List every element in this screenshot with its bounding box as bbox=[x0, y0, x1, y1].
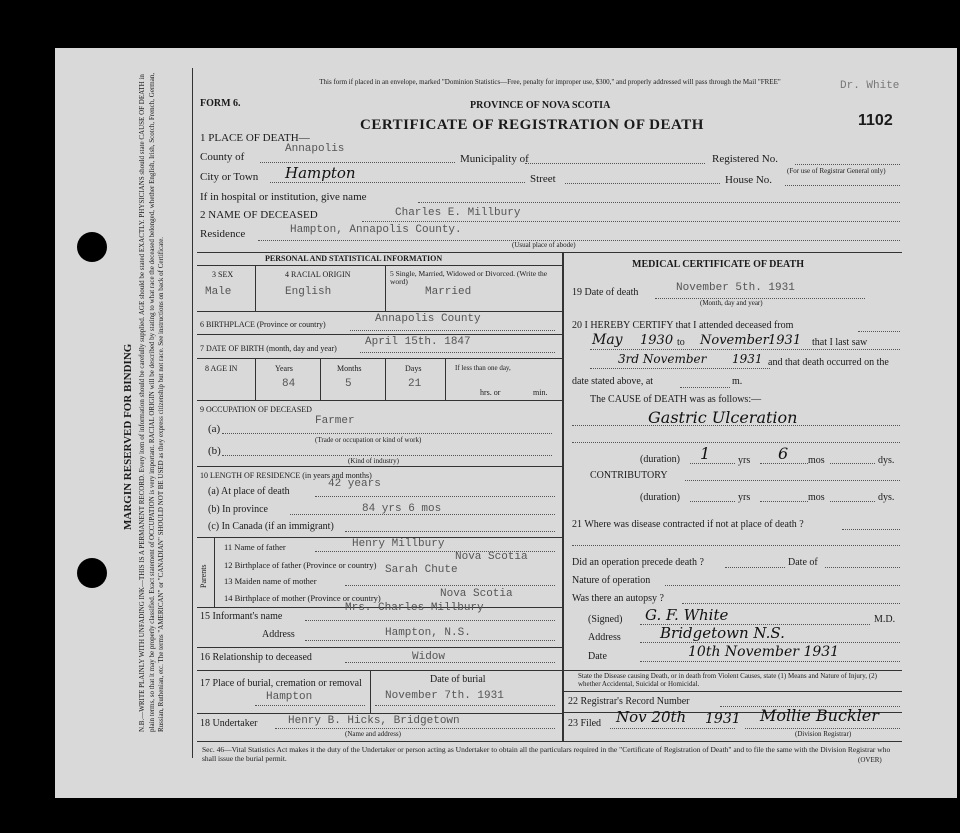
nature-operation-label: Nature of operation bbox=[572, 575, 651, 586]
in-canada-label: (c) In Canada (if an immigrant) bbox=[208, 521, 334, 532]
informant-address-value: Hampton, N.S. bbox=[385, 627, 471, 639]
undertaker-note: (Name and address) bbox=[345, 730, 401, 738]
father-birth-label: 12 Birthplace of father (Province or country) bbox=[224, 560, 377, 570]
father-birth-value: Nova Scotia bbox=[455, 551, 528, 563]
months-value: 5 bbox=[345, 378, 352, 390]
relationship-value: Widow bbox=[412, 651, 446, 663]
physician-address-value: Bridgetown N.S. bbox=[660, 624, 785, 642]
margin-line bbox=[192, 68, 193, 758]
occupation-a: (a) bbox=[208, 423, 221, 435]
yrs-label: yrs bbox=[738, 455, 751, 466]
contributory-label: CONTRIBUTORY bbox=[590, 470, 668, 481]
m-label: m. bbox=[732, 376, 743, 387]
street-label: Street bbox=[530, 173, 556, 185]
race-value: English bbox=[285, 286, 332, 298]
father-name-value: Henry Millbury bbox=[352, 538, 445, 550]
attended-to-year: 1931 bbox=[768, 333, 802, 348]
dod-label: 19 Date of death bbox=[572, 287, 639, 298]
marital-label: 5 Single, Married, Widowed or Divorced. (Write the word) bbox=[390, 269, 548, 286]
filed-label: 23 Filed bbox=[568, 718, 602, 729]
attended-from-year: 1930 bbox=[640, 333, 674, 348]
birthplace-value: Annapolis County bbox=[375, 313, 481, 325]
binder-hole-bottom bbox=[77, 558, 107, 588]
death-occurred-label: and that death occurred on the bbox=[768, 357, 889, 368]
last-saw-year: 1931 bbox=[732, 352, 763, 366]
contributory-dys-label: dys. bbox=[878, 492, 895, 503]
burial-label: 17 Place of burial, cremation or removal bbox=[200, 678, 362, 689]
date-stated-label: date stated above, at bbox=[572, 376, 654, 387]
attended-to-value: November bbox=[700, 333, 769, 348]
in-province-label: (b) In province bbox=[208, 504, 268, 515]
residence-note: (Usual place of abode) bbox=[512, 241, 576, 249]
sex-label: 3 SEX bbox=[212, 270, 234, 279]
informant-label: 15 Informant's name bbox=[200, 611, 283, 622]
operation-date-label: Date of bbox=[788, 557, 818, 568]
corner-note: Dr. White bbox=[840, 80, 900, 92]
registrar-note: (Division Registrar) bbox=[795, 730, 852, 738]
marital-value: Married bbox=[425, 286, 472, 298]
dob-label: 7 DATE OF BIRTH (month, day and year) bbox=[200, 344, 337, 353]
dob-value: April 15th. 1847 bbox=[365, 336, 471, 348]
at-place-label: (a) At place of death bbox=[208, 486, 290, 497]
margin-instructions: N.B.—WRITE PLAINLY WITH UNFADING INK—THIS IS A PERMANENT RECORD. Every item of information should be carefully supplied. AGE should be stated EXACTLY. PHYSICIANS should state CAUSE OF DEATH in plain terms, so that it may be properly classified. Exact statement of OCCUPATION is very important. RACIAL ORIGIN will be described by stating to what race the deceased belonged, whether English, Irish, Scotch, French, German, Russian, Ruthenian, etc. The terms "AMERICAN" or "CANADIAN" SHOULD NOT BE USED as they express citizenship but not race. See instructions on back of Certificate. bbox=[138, 72, 165, 732]
occupation-value: Farmer bbox=[315, 415, 355, 427]
municipality-label: Municipality of bbox=[460, 153, 529, 165]
duration-yrs-value: 1 bbox=[700, 444, 711, 463]
hrs-label: hrs. or bbox=[480, 388, 501, 397]
record-number-label: 22 Registrar's Record Number bbox=[568, 696, 690, 707]
over-label: (OVER) bbox=[858, 756, 882, 764]
house-no-label: House No. bbox=[725, 174, 773, 186]
birthplace-label: 6 BIRTHPLACE (Province or country) bbox=[200, 320, 326, 329]
autopsy-label: Was there an autopsy ? bbox=[572, 593, 664, 604]
residence-value: Hampton, Annapolis County. bbox=[290, 224, 462, 236]
medical-header: MEDICAL CERTIFICATE OF DEATH bbox=[632, 259, 804, 270]
less-than-day-label: If less than one day, bbox=[455, 364, 511, 372]
certificate-title: CERTIFICATE OF REGISTRATION OF DEATH bbox=[360, 117, 704, 133]
informant-address-label: Address bbox=[262, 629, 295, 640]
footer-text: Sec. 46—Vital Statistics Act makes it the duty of the Undertaker or person acting as Undertaker to obtain all the particulars required in the "Certificate of Registration of Death" and to file the same with the Division Registrar who shall issue the burial permit. bbox=[202, 745, 891, 763]
contributory-duration-label: (duration) bbox=[640, 492, 680, 503]
mother-name-value: Sarah Chute bbox=[385, 564, 458, 576]
race-label: 4 RACIAL ORIGIN bbox=[285, 270, 351, 279]
filed-year: 1931 bbox=[705, 711, 741, 727]
filed-value: Nov 20th bbox=[616, 708, 687, 726]
last-saw-label: that I last saw bbox=[812, 337, 868, 348]
father-name-label: 11 Name of father bbox=[224, 542, 286, 552]
contributory-yrs-label: yrs bbox=[738, 492, 751, 503]
mail-notice: This form if placed in an envelope, marked "Dominion Statistics—Free, penalty for improper use, $300," and properly addressed will pass through the Mail "FREE" bbox=[319, 78, 781, 86]
md-label: M.D. bbox=[874, 614, 896, 625]
form-number: FORM 6. bbox=[200, 98, 241, 109]
industry-note: (Kind of industry) bbox=[348, 457, 399, 465]
parents-label: Parents bbox=[199, 564, 208, 588]
mother-name-label: 13 Maiden name of mother bbox=[224, 576, 317, 586]
operation-label: Did an operation precede death ? bbox=[572, 557, 704, 568]
certificate-number: 1102 bbox=[858, 112, 893, 129]
certificate-date-label: Date bbox=[588, 651, 607, 662]
attended-from-value: May bbox=[592, 332, 623, 348]
cause-value: Gastric Ulceration bbox=[648, 408, 798, 427]
registered-no-label: Registered No. bbox=[712, 153, 778, 165]
hospital-label: If in hospital or institution, give name bbox=[200, 191, 367, 203]
in-province-value: 84 yrs 6 mos bbox=[362, 503, 442, 515]
days-label: Days bbox=[405, 364, 422, 373]
cause-label: The CAUSE of DEATH was as follows:— bbox=[590, 394, 762, 405]
place-of-death-label: 1 PLACE OF DEATH— bbox=[200, 132, 310, 144]
age-label: 8 AGE IN bbox=[205, 364, 238, 373]
burial-date-value: November 7th. 1931 bbox=[385, 690, 504, 702]
binder-hole-top bbox=[77, 232, 107, 262]
months-label: Months bbox=[337, 364, 362, 373]
attended-to-label: to bbox=[677, 337, 685, 348]
certificate-date-value: 10th November 1931 bbox=[688, 644, 840, 660]
dys-label: dys. bbox=[878, 455, 895, 466]
min-label: min. bbox=[533, 388, 548, 397]
city-value: Hampton bbox=[285, 164, 356, 182]
mother-birth-value: Nova Scotia bbox=[440, 588, 513, 600]
dod-note: (Month, day and year) bbox=[700, 299, 763, 307]
sex-value: Male bbox=[205, 286, 232, 298]
residence-label: Residence bbox=[200, 228, 246, 240]
binding-margin-label: MARGIN RESERVED FOR BINDING bbox=[122, 343, 134, 530]
contributory-mos-label: mos bbox=[808, 492, 825, 503]
dod-value: November 5th. 1931 bbox=[676, 282, 795, 294]
years-value: 84 bbox=[282, 378, 296, 390]
mother-birth-label: 14 Birthplace of mother (Province or country) bbox=[224, 593, 381, 603]
relationship-label: 16 Relationship to deceased bbox=[200, 652, 312, 663]
personal-header: PERSONAL AND STATISTICAL INFORMATION bbox=[265, 254, 443, 263]
contracted-label: 21 Where was disease contracted if not at place of death ? bbox=[572, 519, 804, 530]
physician-signature: G. F. White bbox=[645, 606, 729, 624]
occupation-note: (Trade or occupation or kind of work) bbox=[315, 436, 422, 444]
certify-label: 20 I HEREBY CERTIFY that I attended deceased from bbox=[572, 320, 794, 331]
burial-value: Hampton bbox=[266, 691, 313, 703]
duration-mos-value: 6 bbox=[778, 444, 789, 463]
last-saw-value: 3rd November bbox=[618, 352, 707, 366]
years-label: Years bbox=[275, 364, 293, 373]
days-value: 21 bbox=[408, 378, 422, 390]
occupation-label: 9 OCCUPATION OF DECEASED bbox=[200, 405, 312, 414]
deceased-name-value: Charles E. Millbury bbox=[395, 207, 521, 219]
burial-date-label: Date of burial bbox=[430, 674, 486, 685]
undertaker-label: 18 Undertaker bbox=[200, 718, 258, 729]
county-value: Annapolis bbox=[285, 143, 345, 155]
county-label: County of bbox=[200, 151, 245, 163]
deceased-name-label: 2 NAME OF DECEASED bbox=[200, 209, 318, 221]
city-label: City or Town bbox=[200, 171, 259, 183]
physician-address-label: Address bbox=[588, 632, 621, 643]
disease-state-note: State the Disease causing Death, or in death from Violent Causes, state (1) Means and Nature of Injury, (2) whether Accidental, Suicidal or Homicidal. bbox=[578, 672, 877, 688]
mos-label: mos bbox=[808, 455, 825, 466]
province-title: PROVINCE OF NOVA SCOTIA bbox=[470, 100, 611, 111]
occupation-b: (b) bbox=[208, 445, 221, 457]
undertaker-value: Henry B. Hicks, Bridgetown bbox=[288, 715, 460, 727]
registrar-note: (For use of Registrar General only) bbox=[787, 167, 886, 175]
signed-label: (Signed) bbox=[588, 614, 623, 625]
length-residence-label: 10 LENGTH OF RESIDENCE (in years and months) bbox=[200, 471, 372, 480]
registrar-signature: Mollie Buckler bbox=[760, 706, 879, 725]
informant-value: Mrs. Charles Millbury bbox=[345, 602, 484, 614]
duration-label: (duration) bbox=[640, 454, 680, 465]
at-place-value: 42 years bbox=[328, 478, 381, 490]
